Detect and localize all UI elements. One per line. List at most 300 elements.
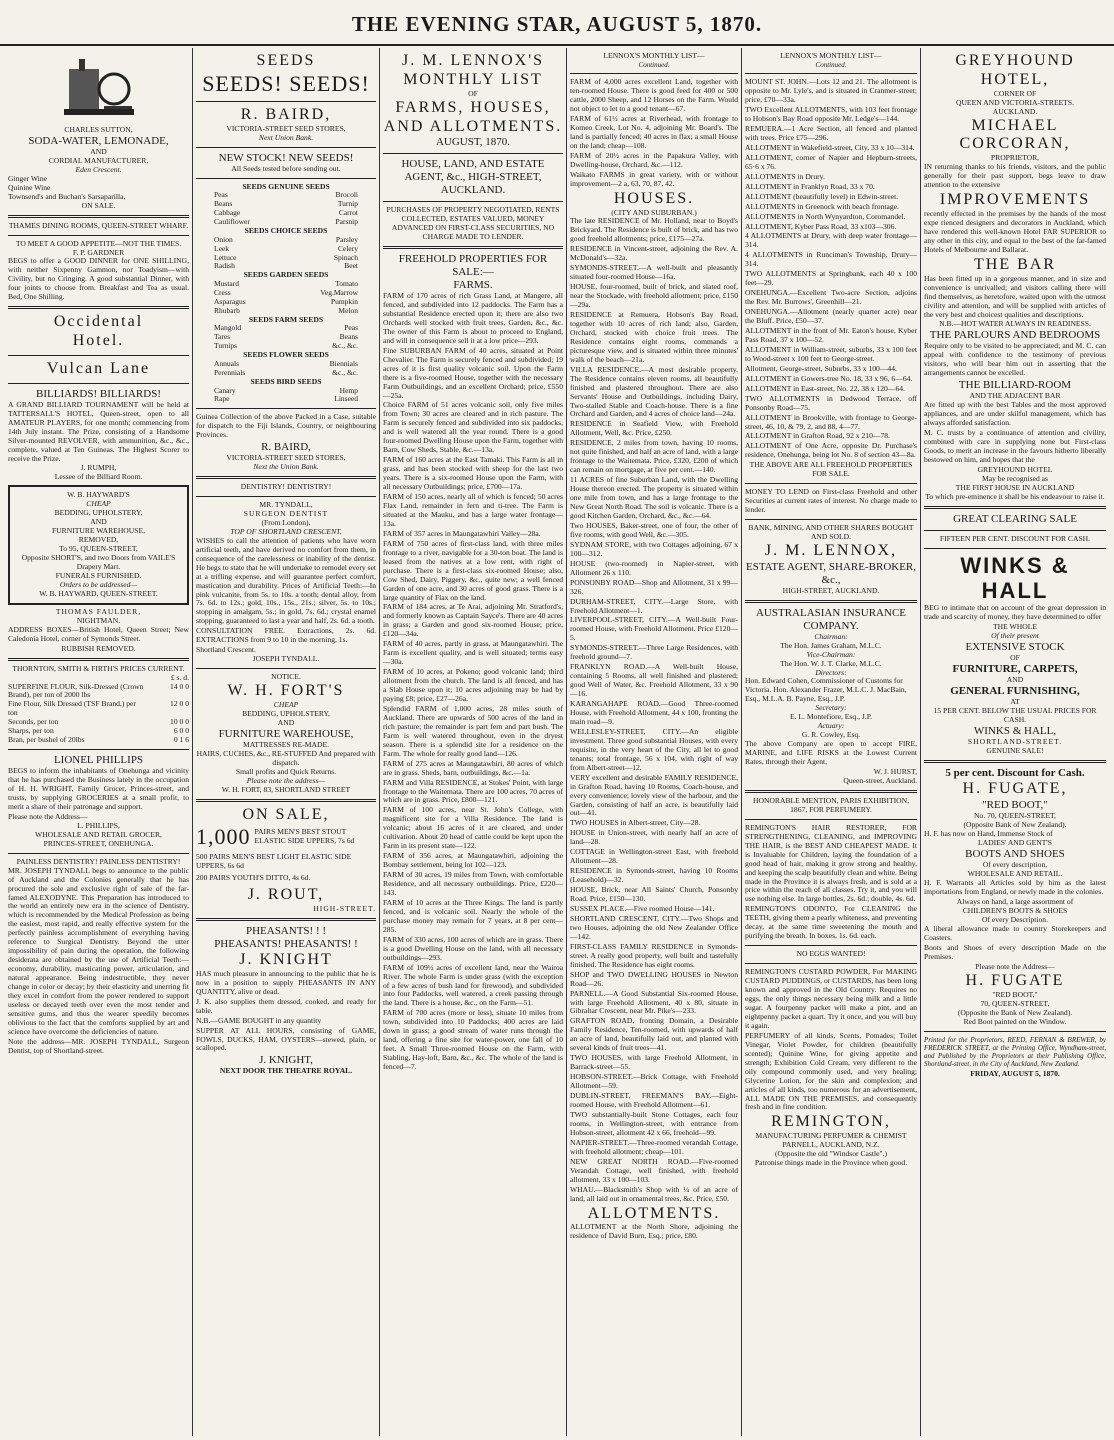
winks-hall-heading: WINKS & HALL [960,552,1070,604]
divider [924,1031,1106,1032]
divider [745,790,917,793]
fifteen-below: 15 PER CENT. BELOW THE USUAL PRICES FOR CASH. [933,706,1097,724]
no-eggs: NO EGGS WANTED! [796,949,866,959]
seed-item: Perennials [214,367,246,377]
on-sale-heading: ON SALE, [242,805,330,823]
hair-restorer: REMINGTON'S HAIR RESTORER, FOR STRENGTHENING, CLEANING, and IMPROVING THE HAIR, is the BEST AND CHEAPEST MADE. It is Invaluable for Children, laying the foundation of a good head of hair, making it grow strong and healthy, and keeping the scalp beautifully clean and white. Being made in the Province it is always fresh, and is sold at a price within the reach of all classes. Try it, and you will use nothing else. In large bottles, 2s. 6d.; double, 4s. 6d. [745,822,917,904]
money-to-lend: MONEY TO LEND on First-class Freehold and other Securities at current rates of interest. No charge made to lender. [745,487,917,515]
lennox-sign: J. M. LENNOX, [764,542,898,559]
baird2-next: Next the Union Bank. [253,462,319,472]
five-percent: 5 per cent. Discount for Cash. [945,766,1085,779]
every-desc: Of every description, [982,860,1048,870]
divider [8,235,189,236]
divider [383,201,563,202]
allotment-listing: ALLOTMENT, Kyber Pass Road, 33 x103—306. [745,221,897,231]
of-present: Of their present [991,631,1039,641]
column-4 [570,52,738,1436]
red-boot-window: Red Boot painted on the Window. [963,1016,1067,1026]
remington-patronise: Patronise things made in the Province when good. [754,1158,908,1168]
farms-heading: FARMS. [453,279,493,292]
seed-item: Turnips [214,341,238,351]
faulder-rubbish: RUBBISH REMOVED. [61,643,136,653]
seed-item: Rhubarb [214,305,240,315]
ladies-gents: LADIES' AND GENT'S [977,838,1053,848]
tyndall-address: TOP OF SHORTLAND CRESCENT, [230,526,342,536]
hayward-line1: BEDDING, UPHOLSTERY, [54,508,143,518]
directors-names: Hon. Edward Cohen, Commissioner of Customs for Victoria. Hon. Alexander Frazer, M.L.C. J. MacBain, Esq., M.L.A. B. Payne, Esq., J.P. [745,676,907,704]
australasian-agent: W. J. HURST, [873,767,917,776]
house-listing: WELLESLEY-STREET, CITY.—An eligible investment. Three good substantial Houses, with every requisite, in the very heart of the City, all let to good tenants; total frontage, 56 x 104, with right of way from Albert-street—12. [570,726,738,772]
pheasants-heading: PHEASANTS! ! ! [245,925,327,938]
divider [924,760,1106,763]
house-listing: HOUSE, four-roomed, built of brick, and slated roof, near the Stockade, with freehold allotment; price, £150—29a. [570,282,738,310]
fugate-warrants: H. F. Warrants all Articles sold by him as the latest importations from England, or newly made in the colonies. [924,878,1106,897]
divider [745,945,917,946]
seed-category-heading: SEEDS GENUINE SEEDS [242,181,330,191]
price-value: 0 1 6 [173,735,189,745]
actuary-label: Actuary: [817,721,845,731]
seed-item: Linseed [334,394,358,404]
painless-sign: Note the address—MR. JOSEPH TYNDALL, Surgeon Dentist, top of Shortland-street. [8,1036,189,1055]
odonto: REMINGTON'S ODONTO, For CLEANING the TEETH, giving them a pearly whiteness, and preventing decay, at the same time sweetening the mouth and purifying the breath. In boxes, 1s. 6d. each. [745,904,917,941]
billiards-sign2: Lessee of the Billiard Room. [54,472,143,482]
boots-made: Boots and Shoes of every description Made on the Premises. [924,942,1106,961]
fort-address: W. H. FORT, 83, SHORTLAND STREET [221,784,351,794]
clearing-sale: GREAT CLEARING SALE [953,512,1077,525]
seed-item: Mangold [214,323,242,333]
remington-name: REMINGTON, [771,1113,891,1131]
seed-category-heading: SEEDS GARDEN SEEDS [243,270,329,280]
lennox-address: HIGH-STREET, AUCKLAND. [782,585,880,595]
corner-of: CORNER OF [993,88,1037,98]
at-label: AT [1010,697,1020,707]
divider [8,749,189,750]
divider [383,246,563,249]
farm-listing: Choice FARM of 51 acres volcanic soil, only five miles from Town; 30 acres are cleared and in rich pasture. The Farm is securely fenced and subdivided into six paddocks, and is well watered all the year round. There is a good four-roomed Dwelling House upon the Farm, together with Barn, Cow Sheds, Stable, &c.—13a. [383,400,563,455]
allotment-listing: ALLOTMENT in Franklyn Road, 33 x 70. [745,181,875,191]
house-listing: VILLA RESIDENCE.—A most desirable property. The Residence contains eleven rooms, all beautifully finished and plastered throughout. There are also Servants' House and Outbuildings, including Dairy, Two-stalled Stable and Coach-house. There is a fine Orchard and Garden, and 4 acres of choice land—24a. [570,364,738,419]
divider [8,658,189,661]
allotment-listing: ALLOTMENTS in North Wynyardton, Coromandel. [745,211,906,221]
seed-item: Veg.Marrow [320,287,358,297]
seed-item: Leek [214,243,229,253]
sutton-address: Eden Crescent. [75,164,122,174]
house-listing: RESIDENCE in Seafield View, with Freehold Allotment, Well, &c. Price, £250. [570,419,738,438]
first-house: THE FIRST HOUSE IN AUCKLAND [955,482,1075,492]
hayward-funerals: FUNERALS FURNISHED. [55,570,142,580]
fort-mattresses: MATTRESSES RE-MADE. [242,739,330,749]
knight-supper: SUPPER AT ALL HOURS, consisting of GAME, FOWLS, DUCKS, HAM, OYSTERS—stewed, plain, or scalloped. [196,1025,376,1053]
secretary-label: Secretary: [815,703,847,713]
billiard-heading: THE BILLIARD-ROOM [958,379,1072,392]
custard-powder: REMINGTON'S CUSTARD POWDER, For MAKING CUSTARD PUDDINGS, or CUSTARDS, has been long known and approved in the Old Country. Requires no eggs, the only things necessary being milk and a little sugar. A fourpenny packet will make a pint, and an eightpenny packet a quart. Try it once, and you will buy it again. [745,967,917,1030]
seed-category-heading: SEEDS BIRD SEEDS [250,376,322,386]
seed-item: Spinach [333,252,358,262]
house-listing: GRAFTON ROAD, fronting Domain, a Desirable Family Residence, Ten-roomed, with upwards of half an acre of land, beautifully laid out, and planted with several kinds of fruit trees—41. [570,1016,738,1053]
divider [745,600,917,603]
divider [924,530,1106,531]
seed-item: Carrot [338,208,358,218]
seed-item: Beans [214,199,233,209]
baird2-name: R. BAIRD, [261,441,311,454]
divider [745,483,917,484]
fort-small-profits: Small profits and Quick Returns. [235,766,337,776]
column-divider [566,48,567,1436]
footer-date: FRIDAY, AUGUST 5, 1870. [970,1068,1060,1078]
phillips-body: BEGS to inform the inhabitants of Onehunga and vicinity that he has purchased the Business lately in the occupation of H. H. WRIGHT, Family Grocer, Princes-street, and trusts, by supplying GROCERIES at a small profit, to merit a share of their patronage and support. [8,766,189,811]
houses-heading: HOUSES. [613,189,695,207]
the-whole: THE WHOLE [993,622,1037,632]
new-stock-sub: All Seeds tested before sending out. [231,163,341,173]
improvements-body: recently effected in the premises by the hands of the most expe rienced designers and decorators in Auckland, which have rendered this well-known Hotel FAR SUPERIOR to any other in this city, and equal to the best of the far-famed Hotels of Melbourne and Ballarat. [924,209,1106,254]
sutton-item: Ginger Wine [8,173,47,183]
chairman-label: Chairman: [814,631,848,641]
divider [745,73,917,74]
sale-qty: 1,000 [196,824,251,850]
allotment-listing: ALLOTMENT in Brookville, with frontage to George-street, 46, 10, & 79, 2, and 88, 4—77. [745,412,917,431]
corcoran-name: MICHAEL CORCORAN, [959,116,1071,153]
knight-sign: J. KNIGHT, [259,1054,313,1067]
house-listing: HOUSE in Union-street, with nearly half an acre of land—28. [570,828,738,847]
shortland-street: SHORTLAND-STREET. [967,736,1063,746]
allotment-listing: ALLOTMENTS in Greenock with beach frontage. [745,201,899,211]
list-of: OF [468,88,478,98]
house-listing: RESIDENCE at Remuera, Hobson's Bay Road, together with 10 acres of rich land; also, Garden, Orchard, stocked with choice fruit trees. The Residence contains eight rooms, commands a picturesque view, and is situated within three minutes' walk of the beach—21a. [570,310,738,364]
seed-categories [196,183,376,405]
knight-name: J. KNIGHT [239,950,333,968]
farm-listing: FARM of 150 acres, nearly all of which is fenced; 50 acres Flax Land, remainder in fern and ti-tree. The Farm is situated at the Mauku, and has a large water frontage—13a. [383,492,563,528]
hayward-orders: Orders to be addressed— [59,579,138,589]
genuine-sale: GENUINE SALE! [986,745,1044,755]
house-listing: SYMONDS-STREET.—Three Large Residences, with freehold ground—7. [570,643,738,662]
boots-shoes: BOOTS AND SHOES [965,848,1065,861]
lennox-role: ESTATE AGENT, SHARE-BROKER, &c., [745,560,917,586]
tyndall-name: MR. TYNDALL, [259,499,313,509]
allotment-listing: 4 ALLOTMENTS at Drury, with deep water frontage—314. [745,231,917,250]
seed-item: Hemp [339,385,358,395]
masthead-title: THE EVENING STAR, AUGUST 5, 1870. [351,12,763,36]
parlours-heading: THE PARLOURS AND BEDROOMS [929,329,1101,342]
seed-item: Mustard [214,279,239,289]
seed-item: Parsley [335,234,358,244]
seed-item: Cress [214,287,231,297]
farm-listing: FARM of 356 acres, at Maungatawhiri, adjoining the Bombay settlement, being lot 102—123. [383,851,563,870]
column-divider [379,48,380,1436]
improvements-heading: IMPROVEMENTS [939,191,1091,209]
seed-item: Pumpkin [330,296,358,306]
price-item: Fine Flour, Silk Dressed (TSF Brand,) per ton [8,699,136,718]
price-item: SUPERFINE FLOUR, Silk-Dressed (Crown Brand), per ton of 2000 lbs [8,681,144,700]
seeds-headline: SEEDS! SEEDS! [202,70,370,96]
greyhound2: GREYHOUND HOTEL [977,464,1053,474]
house-listing: NEW GREAT NORTH ROAD.—Five-roomed Verandah Cottage, well finished, with freehold allotment, 33 x 100—103. [570,1156,738,1184]
seed-item: Asparagus [214,296,246,306]
winks-body: BEG to intimate that on account of the great depression in trade and scarcity of money, they have determined to offer [924,603,1106,622]
liberal-allowance: A liberal allowance made to country Storekeepers and Coasters. [924,924,1106,942]
billiards-heading: BILLIARDS! BILLIARDS! [36,387,161,400]
house-listing: WHAU.—Blacksmith's Shop with ¼ of an acre of land, all laid out in ornamental trees, &c. Price, £50. [570,1184,738,1203]
seed-item: Annuals [214,358,239,368]
house-listing: The late RESIDENCE of Mr. Holland, near to Boyd's Brickyard. The Residence is built of brick, and has two good freehold allotments; price, £175—27a. [570,216,738,244]
of-every: Of every Description. [981,915,1048,925]
farm-listings [570,78,738,188]
pheasants-heading2: PHEASANTS! PHEASANTS! ! [214,937,358,950]
billiard-body: Are fitted up with the best Tables and the most approved appliances, and are under skilful management, which has always afforded satisfaction. [924,400,1106,428]
fugate2-address: 70, QUEEN-STREET, [980,998,1050,1008]
sutton-on-sale: ON SALE. [81,200,116,210]
vice-chairman-name: The Hon. W. J. T. Clarke, M.L.C. [780,658,882,668]
sutton-and: AND [90,146,107,156]
seed-category-heading: SEEDS FLOWER SEEDS [243,350,329,359]
divider [196,408,376,409]
seed-category-heading: SEEDS CHOICE SEEDS [244,225,328,235]
divider [924,548,1106,549]
phillips-address4: PRINCES-STREET, ONEHUNGA. [43,838,154,848]
seed-item: Lettuce [214,252,237,262]
farm-listing: FARM of 357 acres in Maungatawhiri Valley—28a. [383,528,541,538]
seed-item: Turnip [337,199,358,209]
farm-listing: FARM of 700 acres (more or less), situate 10 miles from town, subdivided into 10 Paddocks; 400 acres are laid down in grass; a good stream of water runs through the land, offering a fine site for water-power, one fall of 10 feet. A Small Three-roomed House on the Farm, with Stabling, Hay-loft, Barn, &c., &c. The whole of the land is fenced—7. [383,1008,563,1072]
always-on-hand: Always on hand, a large assortment of [956,897,1074,907]
sutton-trade2: CORDIAL MANUFACTURER, [48,155,149,165]
allotment-listing: Allotment, George-street, Suburbs, 33 x 100—44. [745,363,897,373]
hayward-removed: REMOVED, [78,535,119,545]
directors-label: Directors: [815,667,847,677]
paris-mention: HONORABLE MENTION, PARIS EXHIBITION, 1867, FOR PERFUMERY. [752,795,910,814]
allotment-listing: ONEHUNGA.—Allotment (nearly quarter acre) near the Bluff. Price, £50—37. [745,307,917,326]
australasian-heading: AUSTRALASIAN INSURANCE COMPANY. [755,606,907,632]
australasian-body: The above Company are open to accept FIRE, MARINE, and LIFE RISKS at the Lowest Current Rates, through their Agent, [745,739,917,767]
fort-line1: BEDDING, UPHOLSTERY, [242,708,330,718]
seeds-top: SEEDS [256,52,316,69]
allotment-listing: ALLOTMENT of One Acre, opposite Dr. Purchase's residence, Onehunga, being lot No. 8 of section 43—8a. [745,441,917,460]
house-listing: TWO HOUSES in Albert-street, City—28. [570,818,701,828]
seed-item: Brocoli [335,190,358,200]
column-3 [383,52,563,1436]
faulder-body: ADDRESS BOXES—British Hotel, Queen Street; New Caledonia Hotel, corner of Symonds Street. [8,624,189,643]
allotment-listing: ALLOTMENT in Gowers-tree No. 18, 33 x 96, 6—64. [745,373,913,383]
above-freehold: THE ABOVE ARE ALL FREEHOLD PROPERTIES FOR SALE. [749,460,913,479]
farm-listings [383,292,563,1072]
bank-shares: BANK, MINING, AND OTHER SHARES BOUGHT AND SOLD. [748,523,914,542]
seed-item: Melon [338,305,358,315]
divider [924,506,1106,509]
fort-and: AND [277,717,295,727]
seed-item: Onion [214,234,233,244]
column-5 [745,52,917,1436]
house-listing: DURHAM-STREET, CITY.—Large Store, with Freehold Allotment—1. [570,596,738,615]
hayward-address: To 95, QUEEN-STREET, [59,544,138,554]
divider [8,215,189,218]
divider [196,668,376,669]
farm-listing: FARM and Villa RESIDENCE, at Stokes' Point, with large frontage to the Waitemata. There are 100 acres, 70 acres of which are in grass. Price, £800—121. [383,777,563,805]
allotment-listing: ONEHUNGA.—Excellent Two-acre Section, adjoins the Rev. Mr. Burrows', Greenhill—21. [745,288,917,307]
house-listing: FRANKLYN ROAD.—A Well-built House, containing 5 Rooms, all well finished and plastered; good Well of Water, &c. Freehold Allotment, 33 x 90—16. [570,662,738,699]
allotment-listing: ALLOTMENT (beautifully level) in Edwin-street. [745,191,899,201]
winks-hall-sign: WINKS & HALL, [973,724,1057,737]
divider [8,383,189,384]
tyndall-consult: CONSULTATION FREE. Extractions, 2s. 6d. EXTRACTIONS from 9 to 10 in the morning, 1s. [196,626,376,645]
divider [196,147,376,148]
bar-heading: THE BAR [974,255,1056,273]
price-item: Sharps, per ton [8,726,54,736]
house-listing: DUBLIN-STREET, FREEMAN'S BAY.—Eight-roomed House, with Freehold Allotment—61. [570,1091,738,1110]
seed-row [196,395,376,404]
divider [745,819,917,820]
freehold-heading: FREEHOLD PROPERTIES FOR SALE:— [398,253,548,279]
mc-body: M. C. trusts by a continuance of attention and civility, combined with care in supplying none but First-class Goods, to merit an increase in the favours hitherto liberally bestowed on him, and hopes that the [924,427,1106,464]
house-listing: LIVERPOOL-STREET, CITY.—A Well-built Four-roomed House, with Freehold Allotment. Price £120—5. [570,615,738,643]
hayward-cheap: CHEAP [86,499,111,509]
allotment-listing: TWO Excellent ALLOTMENTS, with 103 feet frontage to Hobson's Bay Road opposite Mr. Ledge's—144. [745,105,917,124]
hayward-address2: W. B. HAYWARD, QUEEN-STREET. [39,588,158,598]
column-6 [924,52,1106,1436]
recognised: May be recognised as [981,473,1048,483]
phillips-name: LIONEL PHILLIPS [53,754,144,767]
farm-listing: FARM of 61½ acres at Riverhead, with frontage to Komeo Creek, Lot No. 4, adjoining Mr. Board's. The land is partially fenced; 40 acres in flax; a small House on the land; cheap—108. [570,114,738,150]
seed-item: Beans [339,332,358,342]
dentistry-heading: DENTISTRY! DENTISTRY! [240,482,332,492]
baird2-store: VICTORIA-STREET SEED STORES, [226,453,346,463]
agent-heading: HOUSE, LAND, AND ESTATE AGENT, &c., HIGH-STREET, AUCKLAND. [401,158,545,197]
perfumery: PERFUMERY of all kinds, Scents, Pomades; Toilet Vinegar, Violet Powder, for children (beautifully scented); Quinine Wine, for giving appetite and strength; Exhibition Cold Cream, very different to the oily compound commonly used, and very healing; Glycerine Lotion, for the skin and complexion; and articles of all kinds, too numerous for an advertisement, ALL MADE ON THE PREMISES, and consequently fresh and in fine condition. [745,1030,917,1112]
farm-listing: FARM of 10 acres, at Pokeno; good volcanic land; third allotment from the church. The land is all fenced, and has a Slab House upon it; 10 acres adjoining may be had by paying £8; price, £27—26a. [383,667,563,703]
farm-listing: FARM of 330 acres, 100 acres of which are in grass. There is a good Dwelling House on the land, with all necessary outbuildings—293. [383,934,563,962]
knight-body: HAS much pleasure in announcing to the public that he is now in a position to supply PHEASANTS IN ANY QUANTITY, alive or dead. [196,968,376,996]
column-1 [8,52,189,1436]
fort-hair: HAIRS, CUCHES, &c., RE-STUFFED And prepared with dispatch. [196,748,376,767]
sutton-item: Townsend's and Buchan's Sarsaparilla, [8,191,126,201]
seed-item: Cabbage [214,208,241,218]
allotment-listing: ALLOTMENT in Grafton Road, 92 x 210—78. [745,431,890,441]
printed-by: Printed for the Proprietors, REED, FERNAN & BREWER, by FREDERICK STREET, at the Printing Office, Wyndham-street, and Published by the Proprietors at their Publishing Office, Shortland-street, in the City of Auckland, New Zealand. [924,1035,1106,1069]
hayward-name: W. B. HAYWARD'S [67,490,130,500]
greyhound-heading: GREYHOUND HOTEL, [955,52,1075,88]
seed-item: Tomato [335,279,358,289]
knight-body2: J. K. also supplies them dressed, cooked, and ready for table. [196,996,376,1015]
fugate-address: No. 70, QUEEN-STREET, [974,810,1056,820]
house-listing: HOBSON-STREET.—Brick Cottage, with Freehold Allotment—59. [570,1072,738,1091]
farms-houses-allotments: FARMS, HOUSES, AND ALLOTMENTS. [383,98,563,135]
house-listing: SYMONDS-STREET.—A well-built and pleasantly situated four-roomed House—16a. [570,263,738,282]
rout-name: J. ROUT, [247,886,325,904]
new-stock: NEW STOCK! NEW SEEDS! [218,151,354,164]
thames-heading: THAMES DINING ROOMS, QUEEN-STREET WHARF. [8,220,189,230]
house-listing: NAPIER-STREET.—Three-roomed verandah Cottage, with freehold allotment; cheap—101. [570,1137,738,1156]
price-value: 6 0 0 [173,726,189,736]
painless-heading: PAINLESS DENTISTRY! PAINLESS DENTISTRY! [16,856,181,866]
column-2 [196,52,376,1436]
wholesale-retail: WHOLESALE AND RETAIL. [967,869,1063,879]
billiards-body: A GRAND BILLIARD TOURNAMENT will be held at TATTERSALL'S HOTEL, Queen-street, open to all AMATEUR PLAYERS, for one month; commencing from 14th July instant. The Prize, consisting of a Handsome Silver-mounted REVOLVER, with ammunition, &c., &c., complete, valued at Ten Guineas. The Highest Scorer to receive the Prize. [8,399,189,463]
divider [745,963,917,964]
farm-listing: Fine SUBURBAN FARM of 40 acres, situated at Point Chevalier. The Farm is securely fenced and subdivided; 19 acres of it is first quality volcanic soil. Upon the Farm there is a five-roomed House, together with the necessary Farm Outbuildings, and an excellent Orchard; price, £550—25a. [383,345,563,400]
extensive-stock: EXTENSIVE STOCK [965,641,1065,654]
seed-item: Rape [214,394,230,404]
remington-opposite: (Opposite the old "Windsor Castle".) [775,1149,887,1159]
gardner-name: F. P. GARDNER [72,247,125,257]
occidental-heading: Occidental [53,313,144,331]
general-furnishing: GENERAL FURNISHING, [950,685,1080,698]
red-boot2: "RED BOOT," [992,989,1038,999]
allotment-listing: ALLOTMENT at the North Shore, adjoining the residence of David Burn, Esq.; price, £80. [570,1222,738,1241]
farm-listing: Waikato FARMS in great variety, with or without improvement—2 a, 63, 70, 87, 42. [570,169,738,188]
house-listing: RESIDENCE in Vincent-street, adjoining the Rev. A. McDonald's—32a. [570,244,738,263]
soda-machine-icon [59,54,139,124]
faulder-name: THOMAS FAULDER, [55,606,142,616]
hayward-and: AND [90,517,107,527]
house-listing: SHOP and TWO DWELLING HOUSES in Newton Road—26. [570,969,738,988]
list-continued-heading: LENNOX'S MONTHLY LIST— [603,52,705,60]
allotment-listing: 4 ALLOTMENTS in Runciman's Township, Drury—314. [745,250,917,269]
thornton-cols: £ s. d. [170,672,189,682]
price-row [8,683,189,701]
farm-listing: FARM of 30 acres, 19 miles from Town, with comfortable Residence, and all necessary outbuildings. Price, £220—143. [383,870,563,897]
fugate-opposite: (Opposite Bank of New Zealand). [963,819,1067,829]
seed-item: Peas [344,323,358,333]
vulcan-lane: Vulcan Lane [46,359,151,377]
seed-item: Tares [214,332,231,342]
divider [570,73,738,74]
allotment-listing: TWO ALLOTMENTS at Springbank, each 40 x 100 feet—29. [745,269,917,288]
billiard-sub: AND THE ADJACENT BAR [969,391,1061,401]
house-listing: SYDNAM STORE, with two Cottages adjoining, 67 x 100—312. [570,539,738,558]
occidental-hotel: Hotel. [72,332,125,350]
house-listing: 11 ACRES of fine Suburban Land, with the Dwelling House thereon erected. The property is situated within one mile from town, and has a large frontage to the New Great North Road. The soil is volcanic. There is a good Kitchen Garden, Orchard, &c., &c.—64. [570,475,738,520]
seed-item: Beet [344,261,358,271]
childrens-boots: CHILDREN'S BOOTS & SHOES [962,906,1068,916]
house-listing: RESIDENCE in Symonds-street, having 10 Rooms (Leasehold)—32. [570,866,738,885]
seed-item: Radish [214,261,235,271]
corcoran-proprietor: PROPRIETOR, [990,153,1040,163]
furniture-carpets: FURNITURE, CARPETS, [952,663,1078,676]
house-listings [570,217,738,1203]
divider [8,306,189,309]
actuary-name: G. R. Cowley, Esq. [801,730,861,740]
fugate2-name: H. FUGATE [965,971,1065,989]
house-listing: RESIDENCE, 2 miles from town, having 10 rooms, not quite finished, and half an acre of land, with a large frontage to the Waitemata. Price, £320, £200 of which can remain on mortgage, at five per cent.—140. [570,438,738,475]
tyndall-body: WISHES to call the attention of patients who have worn artificial teeth, and have derived no comfort from them, in consequence of the carelessness or inability of the dentist. He begs to state that he will undertake to remodel every set at a trifling expense, and will guarantee perfect comfort, mastication and durability. Prices of Artificial Teeth:—In pink vulcanite, from 5s. to 10s. a tooth; dental alloy, from 7s. 6d. to 12s.; gold, 10s., 15s., 21s.; silver, 5s. to 10s.; stopping in amalgam, 5s.; in gold, 7s. 6d.; crystal enamel stopping, guaranteed to last a year and half, 2s. 6d. a tooth. [196,535,376,626]
houses-sub: (CITY AND SUBURBAN.) [611,207,697,217]
fort-cheap: CHEAP [273,699,299,709]
divider [8,853,189,854]
house-listing: VERY excellent and desirable FAMILY RESIDENCE, in Grafton Road, having 10 Rooms, Coach-house, and every convenience; lovely view of the harbour, and the Garden, consisting of half an acre, is beautifully laid out—41. [570,772,738,818]
and-label: AND [1006,675,1024,685]
house-listing: Two HOUSES, Baker-street, one of four, the other of five rooms, with good Well, &c.—305. [570,520,738,539]
painless-body: MR. JOSEPH TYNDALL begs to announce to the public of Auckland and the Colonies generally that he has procured the sole and exclusive right of sale of the far-famed ALEXODYNE. This Preparation has introduced to the world an entirely new era in the science of Dentistry, which is recommended by the Medical Profession as being the easiest, most rapid, and really effective system for the perfectly painless accomplishment of everything having reference to Surgical Dentistry. Beyond the utter impossibility of pain during the operation, the following desiderata are obtained by the use of Artificial Teeth:—economy, durability, masticating power, articulation, and natural appearance. Being indestructible, they never change in color or decay; by their elasticity and unerring fit they excel in comfort from the power rendered to support useless or decayed teeth over even the most tender and sensitive gums, and thus the wearer speedily becomes oblivious to the fact that the comforts supplied by art and science have overcome the deficiencies of nature. [8,865,189,1036]
fugate-body: H. F. has now on Hand, Immense Stock of [924,828,1053,838]
farm-listing: FARM of 40 acres, partly in grass, at Maungatawhiri. The Farm is excellent quality, and is well situated; terms easy—30a. [383,639,563,667]
seed-category-heading: SEEDS FARM SEEDS [248,314,324,324]
seed-item: &c., &c. [332,367,358,377]
allotment-listing: ALLOTMENT in William-street, suburbs, 33 x 100 feet to Wood-street x 100 feet to George-street. [745,344,917,363]
first-house-sub: To which pre-eminence it shall be his endeavour to raise it. [925,491,1105,501]
farm-listing: FARM of 184 acres, at Te Arai, adjoining Mr. Stratford's, and formerly known as Captain Sayce's. There are 40 acres in grass; a Garden and good six-roomed House; price, £120—34a. [383,602,563,639]
baird-name: R. BAIRD, [240,105,332,123]
seed-item: Cauliflower [214,217,250,227]
divider [196,178,376,179]
purchases-line: PURCHASES OF PROPERTY NEGOTIATED, RENTS COLLECTED, ESTATES VALUED, MONEY ADVANCED ON FIRST-CLASS SECURITIES, NO CHARGE MADE TO LENDER. [386,205,560,242]
house-listing: TWO substantially-built Stone Cottages, each four rooms, in Wellington-street, with entrance from Hobson-street, allotment 42 x 66, freehold—99. [570,1109,738,1137]
knight-next-door: NEXT DOOR THE THEATRE ROYAL. [219,1066,353,1076]
price-value: 10 0 0 [170,717,189,727]
fort-line2: FURNITURE WAREHOUSE, [218,727,354,740]
farm-listing: FARM of 100 acres, near St. John's College, with magnificent site for a Villa Residence. The land is volcanic; about 16 acres of it are cleared, and under cultivation. About 20 head of cattle could be kept upon the Farm in its present state—122. [383,805,563,851]
fugate-name: H. FUGATE, [962,779,1068,797]
divider [8,355,189,356]
australasian-agent-address: Queen-street, Auckland. [843,775,917,785]
tyndall-crescent: Shortland Crescent. [196,645,256,655]
